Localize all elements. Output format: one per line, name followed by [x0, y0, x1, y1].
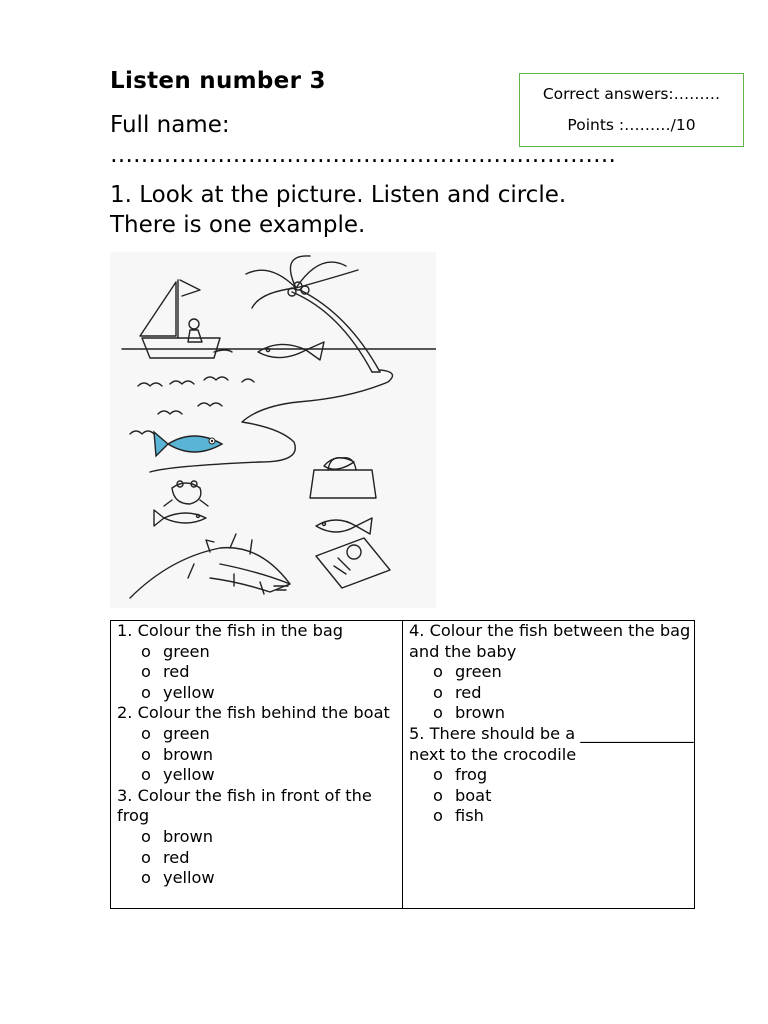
baby-on-towel-drawing: [316, 538, 390, 588]
option[interactable]: o green: [141, 723, 210, 743]
page-title: Listen number 3: [110, 68, 326, 94]
questions-left-column: [111, 621, 403, 909]
option[interactable]: o green: [141, 641, 210, 661]
question-2-options: [117, 724, 402, 786]
question-5: 5. There should be a ______________ next to the crocodile: [409, 723, 694, 764]
option[interactable]: o red: [141, 662, 190, 682]
option[interactable]: o fish: [433, 806, 484, 826]
waves: [130, 377, 254, 434]
question-4: 4. Colour the fish between the bag and the baby: [409, 621, 691, 661]
blue-fish-example-drawing: [154, 432, 222, 456]
fish-behind-boat-drawing: [258, 342, 324, 360]
instruction: [110, 180, 670, 240]
option[interactable]: o frog: [433, 765, 488, 785]
instruction-line-2: There is one example.: [110, 212, 366, 238]
frog-drawing: [164, 481, 208, 506]
option[interactable]: o yellow: [141, 868, 215, 888]
question-1-options: [117, 642, 402, 704]
points-field: Points :………/10: [567, 116, 696, 134]
questions-table: [110, 620, 695, 909]
bag-drawing: [310, 458, 376, 498]
option[interactable]: o yellow: [141, 682, 215, 702]
option[interactable]: o boat: [433, 785, 492, 805]
questions-right-column: [403, 621, 695, 909]
option[interactable]: o red: [141, 847, 190, 867]
correct-answers-field: Correct answers:………: [542, 85, 721, 103]
question-3: 3. Colour the fish in front of the frog: [117, 785, 372, 826]
shoreline: [150, 370, 393, 472]
option[interactable]: o brown: [141, 826, 213, 846]
option[interactable]: o yellow: [141, 765, 215, 785]
crocodile-drawing: [130, 534, 290, 598]
question-1: 1. Colour the fish in the bag: [117, 621, 344, 640]
boat-drawing: [140, 280, 232, 358]
full-name-label: Full name:: [110, 112, 230, 138]
option[interactable]: o red: [433, 682, 482, 702]
fish-in-front-of-frog-drawing: [154, 510, 206, 526]
question-3-options: [117, 827, 402, 889]
question-4-options: [409, 662, 694, 724]
full-name-dotted-line: …………………………………………………………: [110, 142, 616, 168]
option[interactable]: o brown: [141, 744, 213, 764]
score-box: [519, 73, 744, 147]
option[interactable]: o brown: [433, 703, 505, 723]
question-5-options: [409, 765, 694, 827]
beach-scene-picture: [110, 252, 436, 608]
instruction-line-1: 1. Look at the picture. Listen and circle.: [110, 182, 567, 208]
question-2: 2. Colour the fish behind the boat: [117, 703, 390, 723]
option[interactable]: o green: [433, 662, 502, 682]
fish-between-bag-and-baby-drawing: [316, 518, 372, 534]
